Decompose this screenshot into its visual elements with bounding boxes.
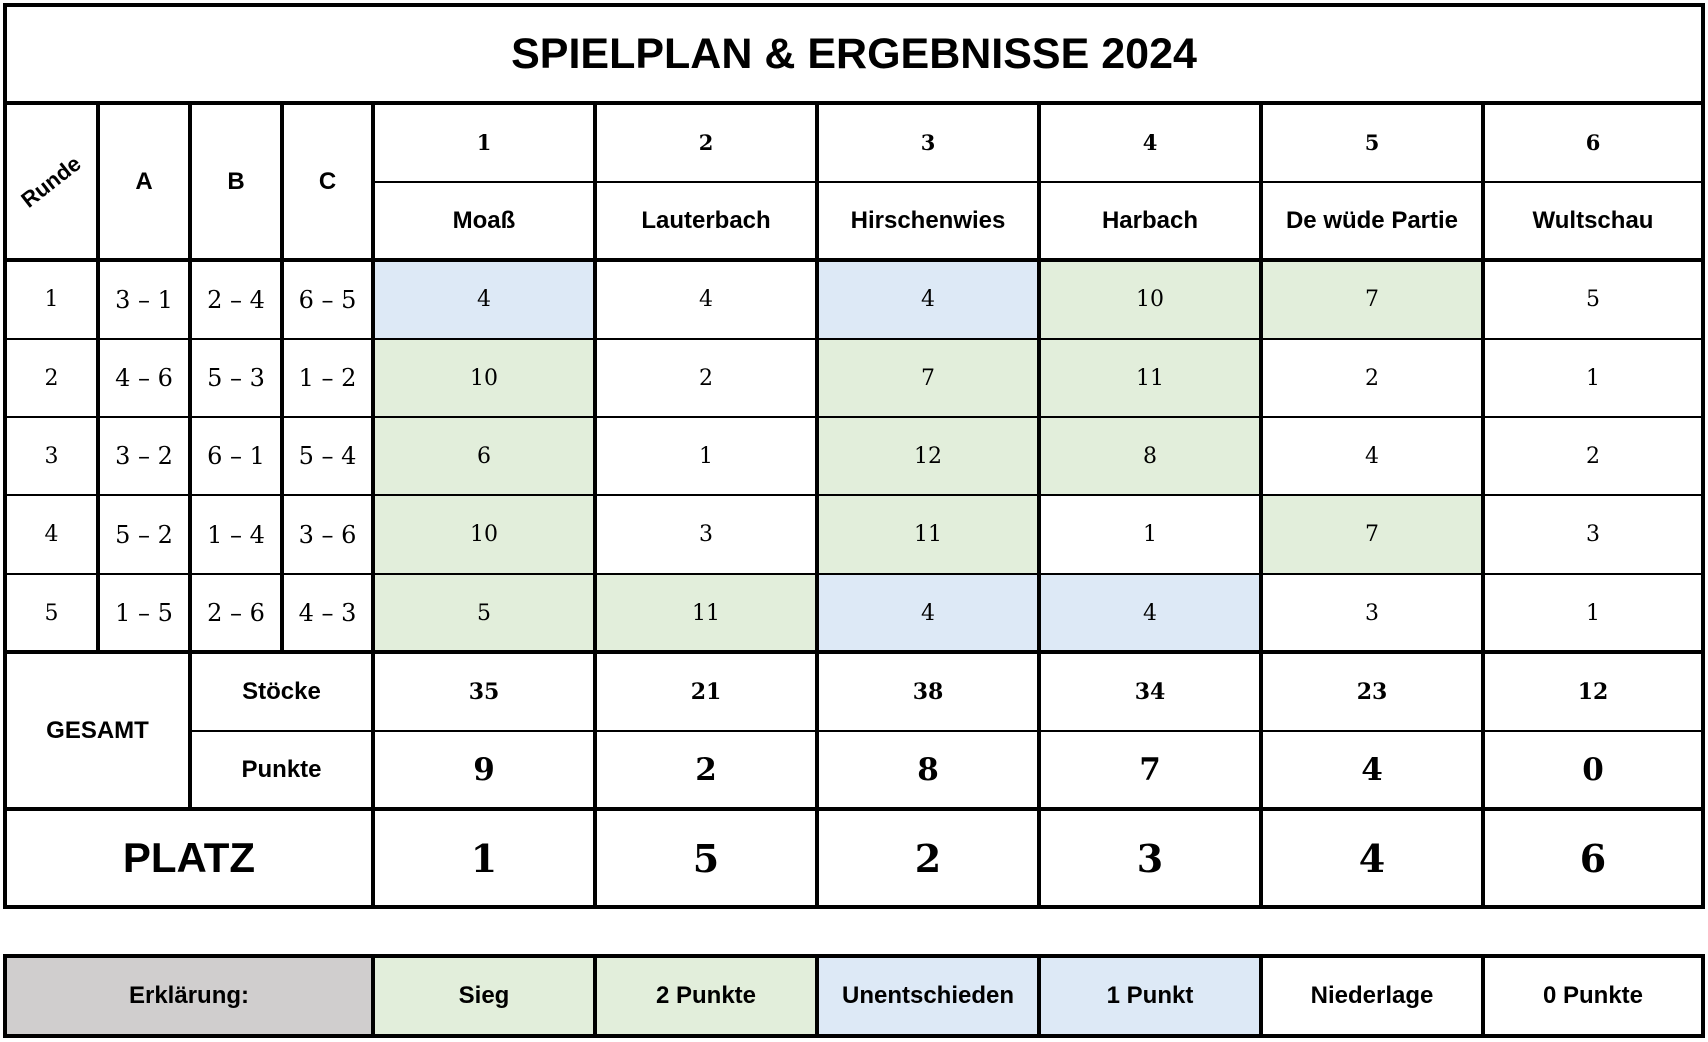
pairing-b: 1 – 4 [207, 520, 265, 549]
grid-line-horizontal [3, 954, 1705, 958]
grid-line-horizontal [5, 807, 1703, 811]
team-number: 3 [920, 130, 936, 155]
score-cell: 7 [1261, 260, 1483, 339]
placement-label: PLATZ [122, 834, 256, 881]
score-cell: 1 [1483, 339, 1703, 417]
pairing-c: 4 – 3 [298, 599, 357, 627]
group-a-header: A [135, 167, 153, 195]
grid-line-vertical [3, 5, 7, 907]
score-cell: 4 [817, 574, 1039, 652]
stoecke-total: 21 [690, 678, 722, 705]
pairing-b: 5 – 3 [207, 364, 265, 392]
score-cell: 3 [1483, 495, 1703, 574]
pairing-c: 5 – 4 [298, 442, 357, 470]
team-number: 2 [698, 130, 714, 155]
punkte-total: 8 [917, 752, 939, 788]
score-cell: 12 [817, 417, 1039, 495]
grid-line-horizontal [3, 905, 1705, 909]
round-column-header [5, 103, 98, 260]
stoecke-total: 34 [1134, 678, 1166, 705]
grid-line-horizontal [5, 573, 1703, 575]
score-cell: 6 [373, 417, 595, 495]
stoecke-total: 23 [1356, 678, 1388, 705]
pairing-b: 6 – 1 [207, 442, 265, 470]
round-column-label: Runde [16, 150, 86, 213]
pairing-c: 1 – 2 [298, 364, 357, 392]
score-cell: 1 [1039, 495, 1261, 574]
totals-label: GESAMT [46, 716, 149, 744]
legend-item: 2 Punkte [595, 956, 817, 1036]
team-number: 6 [1585, 130, 1601, 155]
legend-label: Erklärung: [5, 956, 373, 1036]
pairing-a: 5 – 2 [115, 520, 173, 549]
score-cell: 1 [1483, 574, 1703, 652]
team-name: De wüde Partie [1285, 207, 1459, 234]
score-cell: 5 [373, 574, 595, 652]
stoecke-label: Stöcke [242, 677, 321, 705]
grid-line-horizontal [5, 338, 1703, 340]
placement-value: 6 [1579, 835, 1607, 881]
pairing-a: 1 – 5 [115, 599, 173, 627]
legend-item: Unentschieden [817, 956, 1039, 1036]
grid-line-vertical [815, 103, 819, 907]
grid-line-vertical [1259, 103, 1263, 907]
round-number: 1 [44, 287, 59, 312]
score-cell: 11 [595, 574, 817, 652]
punkte-total: 7 [1139, 752, 1161, 788]
grid-line-vertical [188, 652, 192, 809]
team-number: 1 [476, 130, 492, 155]
placement-value: 3 [1136, 835, 1164, 881]
punkte-label: Punkte [241, 756, 322, 783]
grid-line-horizontal [5, 416, 1703, 418]
score-cell: 1 [595, 417, 817, 495]
score-cell: 5 [1483, 260, 1703, 339]
punkte-total: 2 [695, 752, 717, 788]
pairing-b: 2 – 6 [207, 599, 265, 627]
grid-line-vertical [1259, 956, 1263, 1036]
grid-line-vertical [593, 956, 597, 1036]
punkte-total: 0 [1582, 752, 1604, 788]
grid-line-vertical [1037, 956, 1041, 1036]
grid-line-vertical [280, 103, 284, 652]
grid-line-vertical [371, 956, 375, 1036]
score-cell: 11 [817, 495, 1039, 574]
grid-line-horizontal [190, 730, 1703, 732]
round-number: 2 [44, 365, 59, 391]
pairing-a: 4 – 6 [115, 364, 173, 392]
round-number: 3 [44, 443, 59, 469]
pairing-a: 3 – 1 [115, 285, 173, 314]
score-cell: 10 [373, 339, 595, 417]
grid-line-vertical [593, 103, 597, 907]
group-c-header: C [318, 167, 337, 195]
pairing-c: 6 – 5 [298, 285, 357, 314]
grid-line-horizontal [5, 258, 1703, 262]
round-number: 5 [44, 600, 59, 626]
grid-line-vertical [1481, 956, 1485, 1036]
score-cell: 11 [1039, 339, 1261, 417]
grid-line-vertical [815, 956, 819, 1036]
grid-line-horizontal [3, 1034, 1705, 1038]
team-name: Harbach [1101, 207, 1199, 234]
grid-line-vertical [1701, 5, 1705, 907]
pairing-c: 3 – 6 [298, 520, 357, 549]
score-cell: 7 [1261, 495, 1483, 574]
score-cell: 4 [817, 260, 1039, 339]
round-number: 4 [44, 522, 59, 547]
team-name: Moaß [452, 207, 516, 234]
score-cell: 4 [1261, 417, 1483, 495]
score-cell: 4 [595, 260, 817, 339]
team-number: 4 [1142, 130, 1158, 155]
stoecke-total: 35 [468, 678, 500, 705]
score-cell: 10 [1039, 260, 1261, 339]
stoecke-total: 38 [912, 678, 944, 705]
grid-line-vertical [371, 103, 375, 907]
placement-value: 4 [1358, 835, 1386, 881]
score-cell: 4 [1039, 574, 1261, 652]
score-cell: 2 [1483, 417, 1703, 495]
team-name: Lauterbach [641, 207, 771, 234]
grid-line-vertical [188, 103, 192, 652]
grid-line-vertical [96, 103, 100, 652]
grid-line-vertical [1481, 103, 1485, 907]
group-b-header: B [227, 167, 245, 195]
grid-line-vertical [3, 956, 7, 1036]
team-name: Hirschenwies [850, 207, 1006, 234]
punkte-total: 4 [1361, 752, 1383, 788]
grid-line-vertical [1037, 103, 1041, 907]
legend-item: Niederlage [1261, 956, 1483, 1036]
pairing-b: 2 – 4 [207, 285, 265, 314]
score-cell: 8 [1039, 417, 1261, 495]
placement-value: 1 [470, 835, 498, 881]
score-cell: 10 [373, 495, 595, 574]
pairing-a: 3 – 2 [115, 442, 173, 470]
grid-line-horizontal [3, 3, 1705, 7]
legend-item: Sieg [373, 956, 595, 1036]
grid-line-horizontal [5, 101, 1703, 105]
legend-item: 1 Punkt [1039, 956, 1261, 1036]
score-cell: 2 [595, 339, 817, 417]
score-cell: 2 [1261, 339, 1483, 417]
placement-value: 2 [914, 835, 942, 881]
grid-line-horizontal [5, 650, 1703, 654]
score-cell: 4 [373, 260, 595, 339]
stoecke-total: 12 [1577, 678, 1609, 705]
page-title: SPIELPLAN & ERGEBNISSE 2024 [511, 29, 1197, 78]
score-cell: 3 [595, 495, 817, 574]
legend-item: 0 Punkte [1483, 956, 1703, 1036]
grid-line-vertical [1701, 956, 1705, 1036]
team-number: 5 [1364, 130, 1380, 155]
placement-value: 5 [692, 835, 720, 881]
team-name: Wultschau [1532, 207, 1654, 234]
punkte-total: 9 [473, 752, 495, 788]
grid-line-horizontal [5, 494, 1703, 496]
score-cell: 3 [1261, 574, 1483, 652]
score-cell: 7 [817, 339, 1039, 417]
